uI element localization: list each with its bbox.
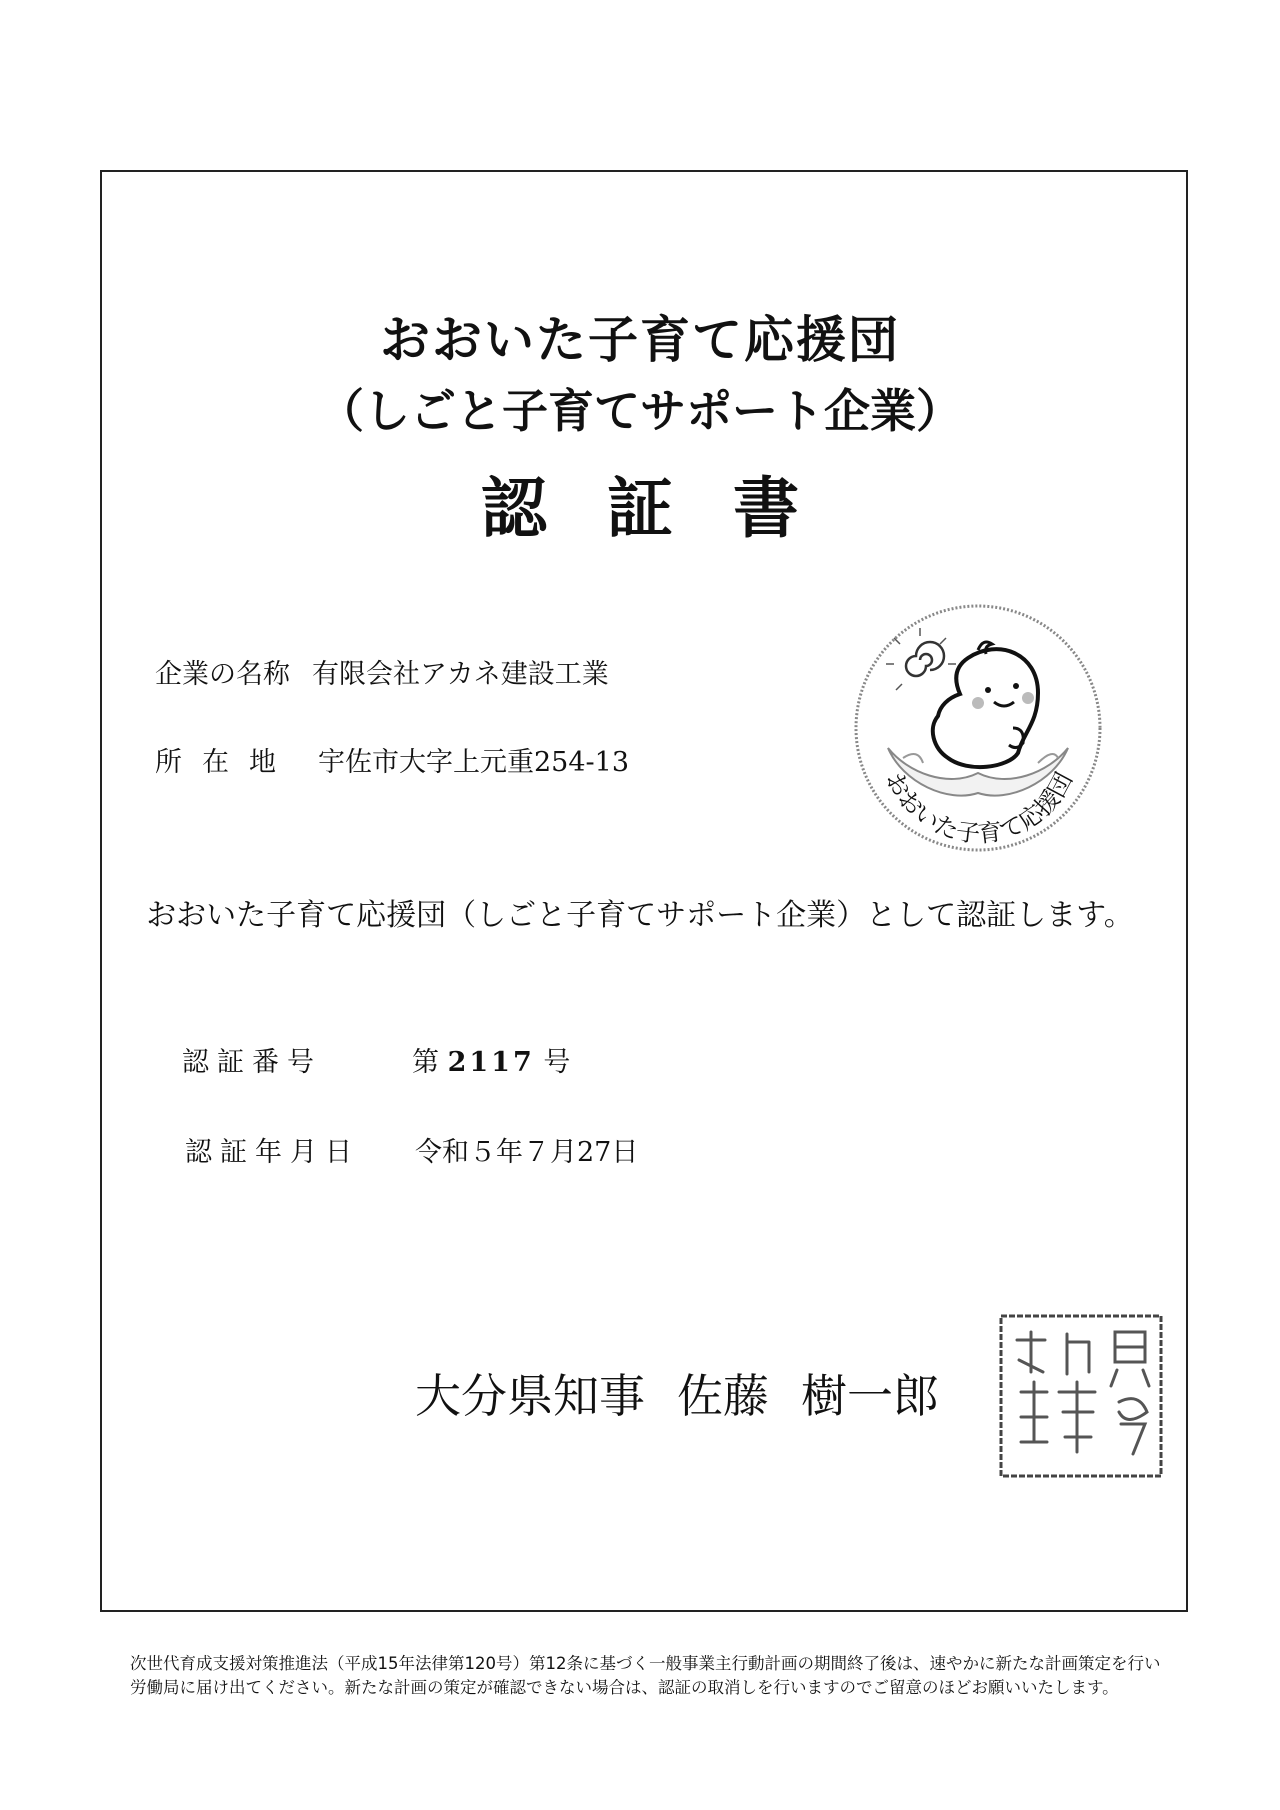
company-name-label: 企業の名称	[155, 659, 290, 690]
company-address-value: 宇佐市大字上元重254-13	[318, 747, 630, 778]
certification-number-value	[412, 1040, 570, 1079]
signer-given-name: 樹一郎	[801, 1369, 939, 1423]
number-prefix: 第	[412, 1047, 439, 1078]
certification-number-row	[182, 1040, 570, 1079]
signer-surname: 佐藤	[677, 1369, 769, 1423]
company-address-label: 所在地	[155, 747, 296, 778]
legal-footnote: 次世代育成支援対策推進法（平成15年法律第120号）第12条に基づく一般事業主行動計画の期間終了後は、速やかに新たな計画策定を行い労働局に届け出てください。新たな計画の策定が確認できない場合は、認証の取消しを行いますのでご留意のほどお願いいたします。	[130, 1654, 1161, 1697]
certification-statement: おおいた子育て応援団（しごと子育てサポート企業）として認証します。	[146, 898, 1134, 933]
certificate-subtitle: （しごと子育てサポート企業）	[318, 384, 962, 438]
certification-date-value: 令和５年７月27日	[415, 1137, 639, 1168]
logo-caption: おおいた子育て応援団	[879, 767, 1079, 849]
certificate-heading: 認証書	[481, 469, 859, 547]
company-name-row	[155, 652, 609, 691]
company-name-value: 有限会社アカネ建設工業	[312, 659, 609, 690]
smiling-baby-sun-hands-icon	[886, 628, 1068, 796]
support-group-logo	[848, 598, 1108, 858]
official-seal	[997, 1312, 1165, 1480]
certification-date-label: 認証年月日	[185, 1137, 360, 1168]
signer-title: 大分県知事	[415, 1369, 645, 1423]
certification-number-label: 認証番号	[182, 1047, 322, 1078]
number-suffix: 号	[543, 1047, 571, 1078]
signer	[415, 1360, 971, 1426]
certification-date-row	[185, 1130, 638, 1169]
number-digits: 2117	[447, 1047, 535, 1078]
company-address-row	[155, 740, 629, 779]
certificate-title: おおいた子育て応援団	[380, 311, 900, 369]
